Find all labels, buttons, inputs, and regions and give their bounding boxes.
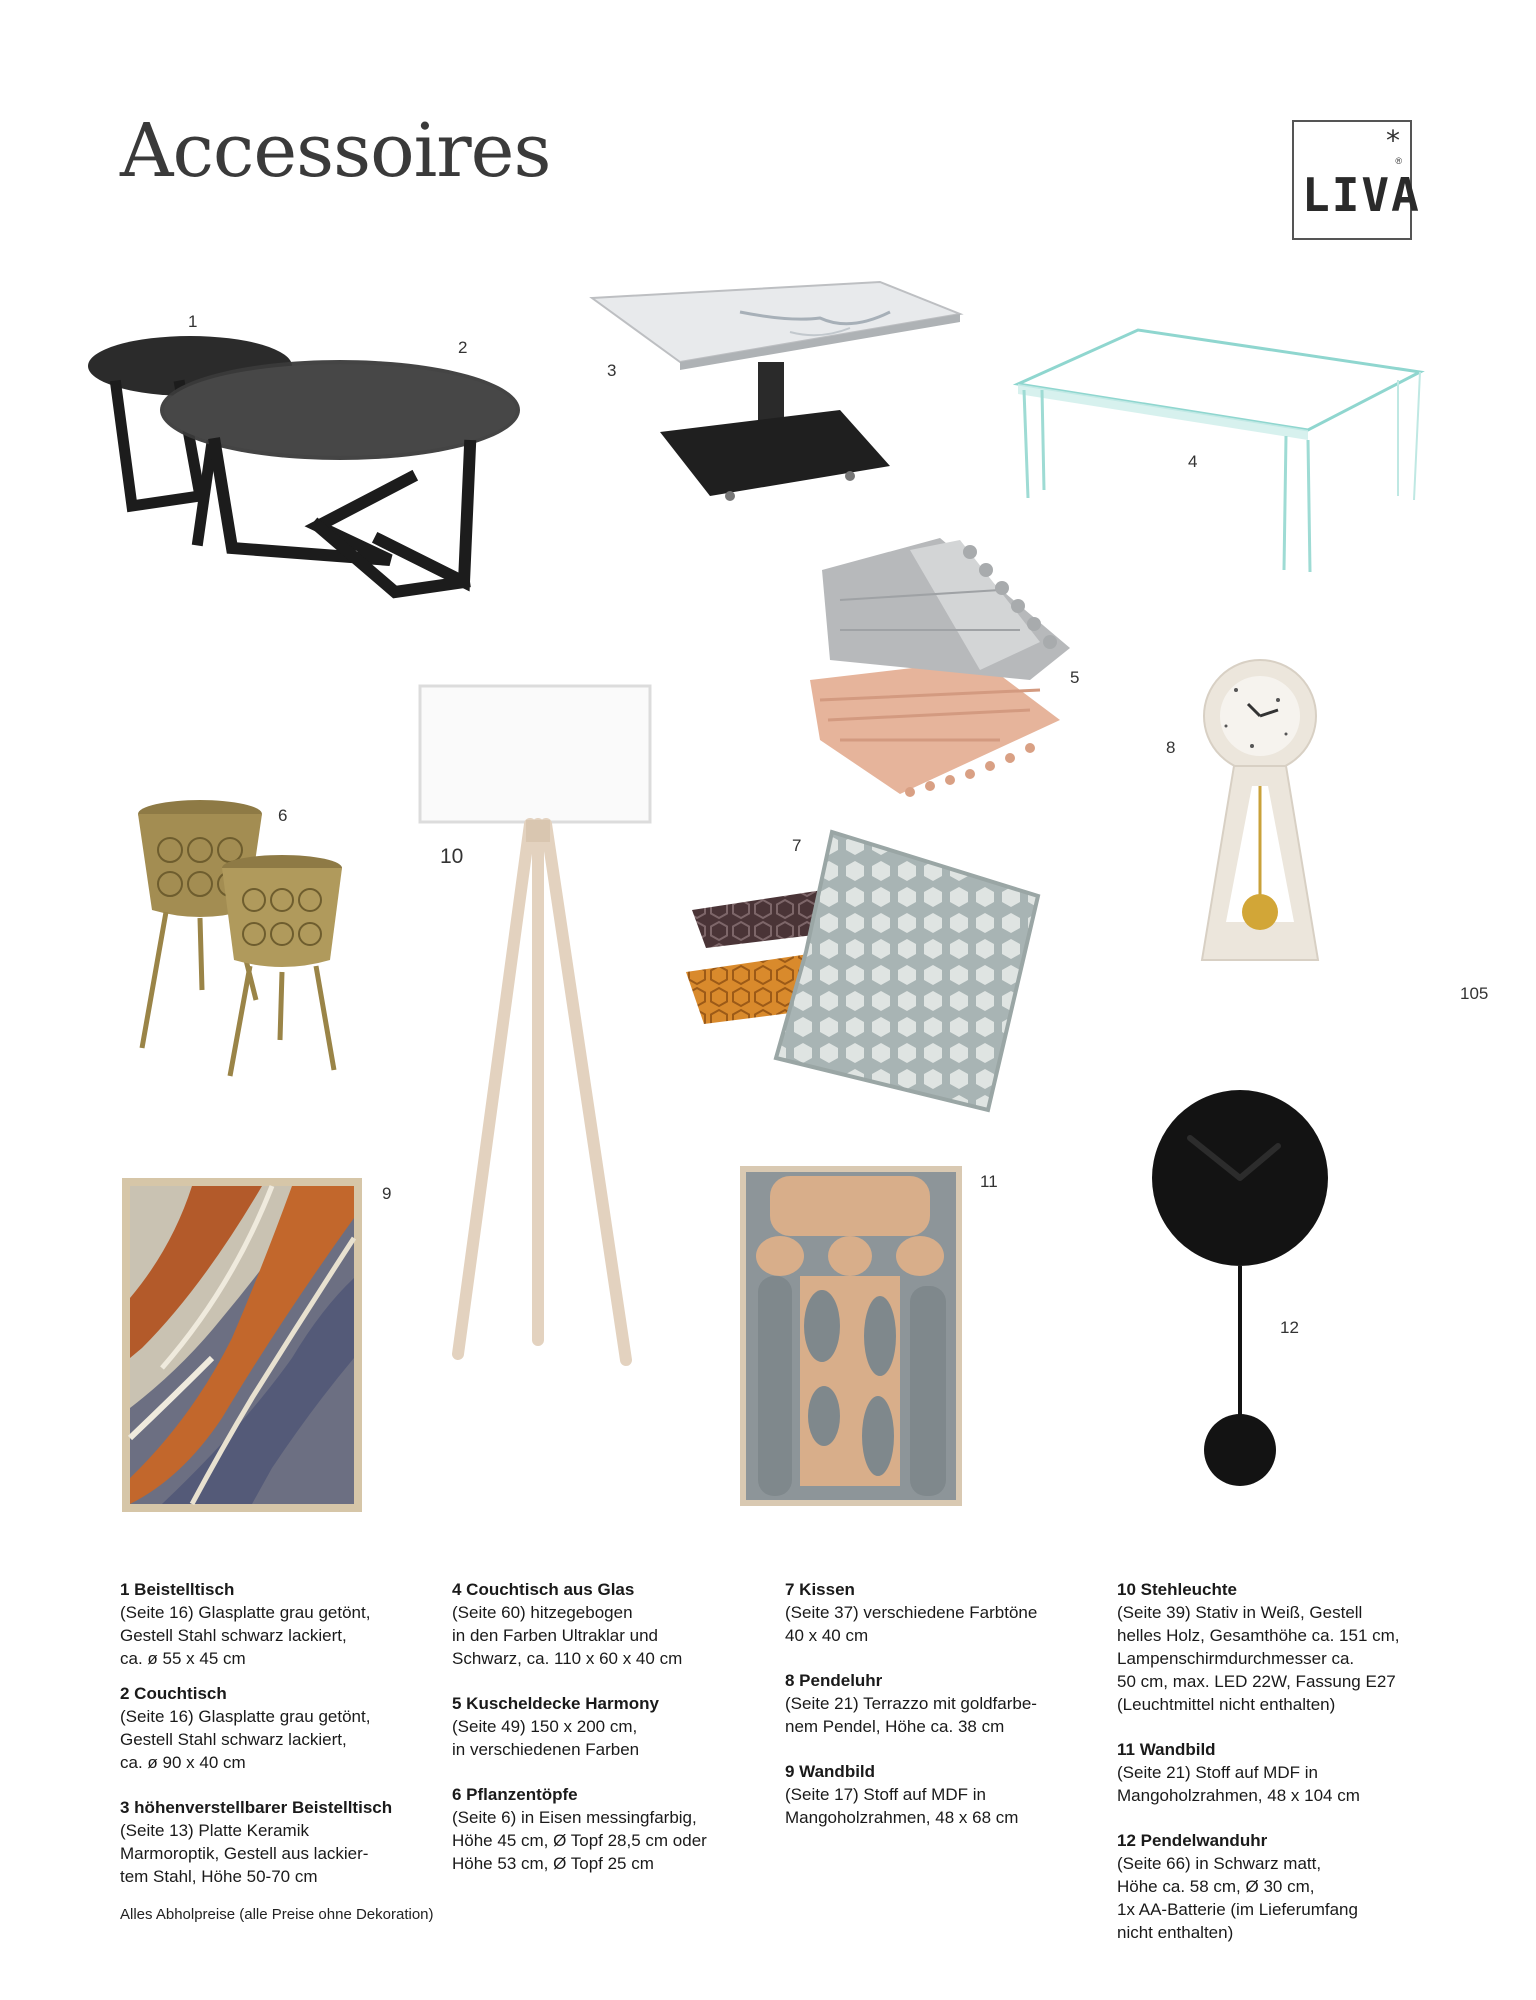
text-column-3 [785,1578,1095,1841]
page-number: 105 [1460,984,1489,1003]
product-description: (Seite 6) in Eisen messingfarbig, Höhe 45 cm, Ø Topf 28,5 cm oder Höhe 53 cm, Ø Topf 25 cm [452,1808,707,1873]
label-9: 9 [382,1184,392,1203]
product-image-pendulum-clock [1196,660,1326,980]
product-entry-11 [1117,1738,1447,1807]
label-5: 5 [1070,668,1080,687]
text-column-1 [120,1578,430,1900]
product-description: (Seite 37) verschiedene Farbtöne 40 x 40 cm [785,1603,1038,1645]
product-image-wall-picture-waves [122,1178,362,1512]
product-entry-8 [785,1669,1095,1738]
product-description: (Seite 39) Stativ in Weiß, Gestell helles Holz, Gesamthöhe ca. 151 cm, Lampenschirmdurchmesser ca. 50 cm, max. LED 22W, Fassung E27 (Leuchtmittel nicht enthalten) [1117,1603,1400,1714]
product-description: (Seite 21) Stoff auf MDF in Mangoholzrahmen, 48 x 104 cm [1117,1763,1360,1805]
product-title: 8 Pendeluhr [785,1671,883,1690]
logo-registered-mark: ® [1395,156,1402,166]
product-entry-12 [1117,1829,1447,1944]
liva-logo [1292,120,1421,240]
product-image-cushions [686,832,1046,1112]
product-description: (Seite 17) Stoff auf MDF in Mangoholzrahmen, 48 x 68 cm [785,1785,1019,1827]
product-image-floor-lamp [418,684,658,1364]
product-image-height-adjustable-table [590,282,970,512]
product-entry-1 [120,1578,430,1670]
product-title: 2 Couchtisch [120,1684,227,1703]
product-image-side-and-coffee-table [80,330,560,610]
product-entry-3 [120,1796,430,1888]
label-11: 11 [980,1172,998,1191]
product-title: 5 Kuscheldecke Harmony [452,1694,659,1713]
product-title: 11 Wandbild [1117,1740,1216,1759]
product-title: 12 Pendelwanduhr [1117,1831,1268,1850]
page-title: Accessoires [120,108,551,194]
product-image-blankets [800,530,1080,800]
product-image-plant-pots [130,800,350,1080]
product-description: (Seite 16) Glasplatte grau getönt, Gestell Stahl schwarz lackiert, ca. ø 90 x 40 cm [120,1707,371,1772]
price-footnote: Alles Abholpreise (alle Preise ohne Dekoration) [120,1906,434,1923]
text-column-4 [1117,1578,1447,1956]
product-description: (Seite 13) Platte Keramik Marmoroptik, Gestell aus lackier- tem Stahl, Höhe 50-70 cm [120,1821,369,1886]
product-title: 3 höhenverstellbarer Beistelltisch [120,1798,393,1817]
product-title: 4 Couchtisch aus Glas [452,1580,635,1599]
label-8: 8 [1166,738,1176,757]
product-image-wall-picture-abstract [740,1166,962,1506]
logo-star: * [1386,124,1400,157]
text-column-2 [452,1578,762,1887]
product-title: 9 Wandbild [785,1762,876,1781]
label-7: 7 [792,836,802,855]
label-6: 6 [278,806,288,825]
label-2: 2 [458,338,468,357]
product-entry-2 [120,1682,430,1774]
product-entry-9 [785,1760,1095,1829]
product-title: 6 Pflanzentöpfe [452,1785,578,1804]
product-title: 7 Kissen [785,1580,855,1599]
product-entry-4 [452,1578,762,1670]
product-title: 1 Beistelltisch [120,1580,235,1599]
product-image-pendulum-wall-clock [1150,1088,1330,1498]
label-1: 1 [188,312,198,331]
product-entry-6 [452,1783,762,1875]
product-entry-7 [785,1578,1095,1647]
product-title: 10 Stehleuchte [1117,1580,1237,1599]
product-description: (Seite 66) in Schwarz matt, Höhe ca. 58 cm, Ø 30 cm, 1x AA-Batterie (im Lieferumfang nicht enthalten) [1117,1854,1358,1942]
product-entry-10 [1117,1578,1447,1716]
label-4: 4 [1188,452,1198,471]
product-description: (Seite 16) Glasplatte grau getönt, Gestell Stahl schwarz lackiert, ca. ø 55 x 45 cm [120,1603,371,1668]
product-description: (Seite 60) hitzegebogen in den Farben Ultraklar und Schwarz, ca. 110 x 60 x 40 cm [452,1603,683,1668]
label-10: 10 [440,845,464,868]
product-description: (Seite 49) 150 x 200 cm, in verschiedenen Farben [452,1717,640,1759]
label-12: 12 [1280,1318,1299,1337]
label-3: 3 [607,361,617,380]
product-description: (Seite 21) Terrazzo mit goldfarbe- nem Pendel, Höhe ca. 38 cm [785,1694,1037,1736]
logo-wordmark: LIVA [1302,168,1421,222]
product-entry-5 [452,1692,762,1761]
